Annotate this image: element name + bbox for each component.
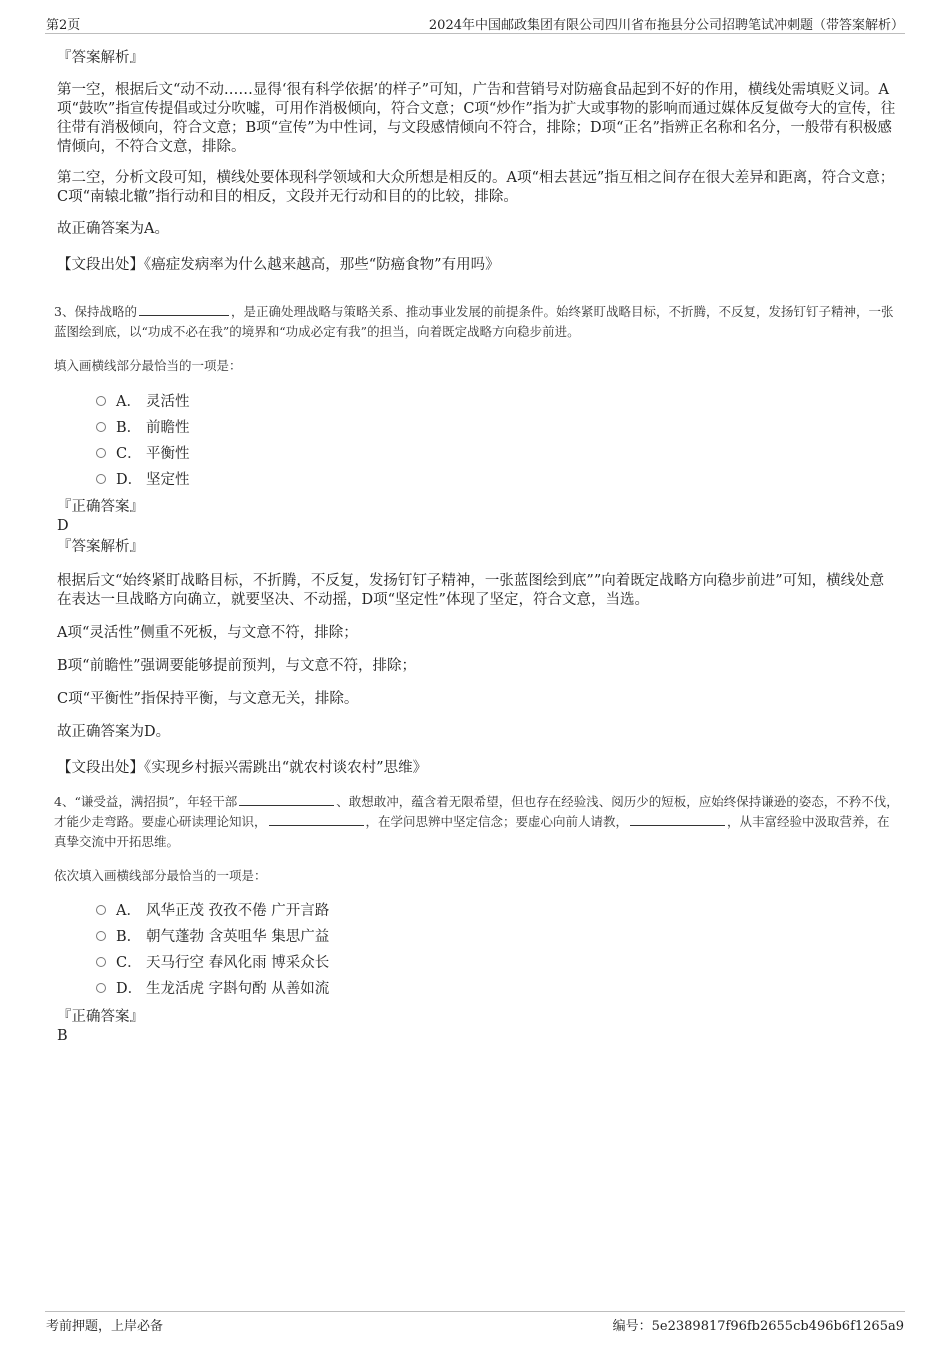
q4-blank-2 [269,813,364,826]
header-divider [45,33,905,34]
q2-analysis-para2: 第二空，分析文段可知，横线处要体现科学领域和大众所想是相反的。A项“相去甚远”指互相之间存在很大差异和距离，符合文意；C项“南辕北辙”指行动和目的相反，文段并无行动和目的的比较，排除。 [57,170,895,205]
option-text: 朝气蓬勃 含英咀华 集思广益 [146,929,330,945]
q3-option-c[interactable] [96,444,190,464]
q4-prompt: 依次填入画横线部分最恰当的一项是： [54,868,267,883]
q4-option-d[interactable] [96,979,329,999]
q4-blank-1 [239,793,334,806]
option-text: 天马行空 春风化雨 博采众长 [146,955,330,971]
option-letter: A． [116,903,141,919]
q3-blank [139,303,229,316]
radio-icon[interactable] [96,422,106,432]
q3-analysis-para3: B项“前瞻性”强调要能够提前预判，与文意不符，排除； [57,658,416,674]
option-letter: D． [116,981,143,997]
q3-source: 【文段出处】《实现乡村振兴需跳出“就农村谈农村”思维》 [57,760,428,776]
radio-icon[interactable] [96,905,106,915]
q3-analysis-para2: A项“灵活性”侧重不死板，与文意不符，排除； [57,625,358,641]
footer-document-id: 编号：5e2389817f96fb2655cb496b6f1265a9 [612,1319,904,1334]
radio-icon[interactable] [96,474,106,484]
option-letter: B． [116,420,142,436]
q4-option-b[interactable] [96,927,329,947]
option-text: 风华正茂 孜孜不倦 广开言路 [146,903,330,919]
q4-stem-part2: 、敢想敢冲，蕴含着无限希望，但也存在经验浅、阅历少的短板，应始终保持谦逊的姿态，不矜不伐，才能少走弯路。要虚心研读理论知识， [54,794,899,829]
q2-conclusion: 故正确答案为A。 [57,221,169,237]
q3-analysis-para4: C项“平衡性”指保持平衡，与文意无关，排除。 [57,691,359,707]
radio-icon[interactable] [96,931,106,941]
q4-stem-part1: 4、“谦受益，满招损”，年轻干部 [54,794,238,809]
q4-stem-part3: ，在学问思辨中坚定信念；要虚心向前人请教， [365,814,629,829]
q2-analysis-para1: 第一空，根据后文“动不动……显得‘很有科学依据’的样子”可知，广告和营销号对防癌食品起到不好的作用，横线处需填贬义词。A项“鼓吹”指宣传提倡或过分吹嘘，可用作消极倾向，符合文意；C项“炒作”指为扩大或事物的影响而通过媒体反复做夸大的宣传，往往带有消极倾向，符合文意；B项“宣传”为中性词，与文段感情倾向不符合，排除；D项“正名”指辨正名称和名分，一般带有积极感情倾向，不符合文意，排除。 [57,82,896,155]
q3-analysis-para1: 根据后文“始终紧盯战略目标，不折腾，不反复，发扬钉钉子精神，一张蓝图绘到底””向着既定战略方向稳步前进”可知，横线处意在表达一旦战略方向确立，就要坚决、不动摇，D项“坚定性”体现了坚定，符合文意，当选。 [57,573,885,608]
q4-answer: B [57,1028,68,1044]
radio-icon[interactable] [96,957,106,967]
option-letter: A． [116,394,141,410]
q3-option-a[interactable] [96,392,190,412]
q4-option-c[interactable] [96,953,329,973]
q3-stem-part2: ，是正确处理战略与策略关系、推动事业发展的前提条件。始终紧盯战略目标，不折腾，不反复，发扬钉钉子精神，一张蓝图绘到底，以“功成不必在我”的境界和“功成必定有我”的担当，向着既定战略方向稳步前进。 [54,304,894,339]
option-letter: C． [116,446,142,462]
q4-stem-part4: ，从丰富经验中汲取营养，在真挚交流中开拓思维。 [54,814,890,849]
q3-analysis-heading: 『答案解析』 [57,539,144,555]
footer-divider [45,1311,905,1312]
radio-icon[interactable] [96,396,106,406]
q3-stem-part1: 3、保持战略的 [54,304,137,319]
footer-slogan: 考前押题，上岸必备 [46,1319,164,1334]
radio-icon[interactable] [96,448,106,458]
q4-blank-3 [630,813,725,826]
q4-stem [54,792,899,852]
radio-icon[interactable] [96,983,106,993]
option-letter: D． [116,472,143,488]
q4-answer-heading: 『正确答案』 [57,1009,144,1025]
q3-answer-heading: 『正确答案』 [57,499,144,515]
page-number: 第2页 [46,18,81,33]
q4-option-a[interactable] [96,901,329,921]
q3-stem [54,302,899,342]
option-letter: B． [116,929,142,945]
q2-analysis-heading: 『答案解析』 [57,50,144,66]
option-text: 平衡性 [146,446,190,462]
document-title: 2024年中国邮政集团有限公司四川省布拖县分公司招聘笔试冲刺题（带答案解析） [428,18,904,33]
q2-source: 【文段出处】《癌症发病率为什么越来越高，那些“防癌食物”有用吗》 [57,257,500,273]
q3-option-d[interactable] [96,470,190,490]
option-text: 灵活性 [146,394,190,410]
option-letter: C． [116,955,142,971]
option-text: 生龙活虎 字斟句酌 从善如流 [146,981,330,997]
q3-conclusion: 故正确答案为D。 [57,724,171,740]
q3-prompt: 填入画横线部分最恰当的一项是： [54,358,242,373]
q3-option-b[interactable] [96,418,190,438]
option-text: 前瞻性 [146,420,190,436]
option-text: 坚定性 [146,472,190,488]
q3-answer: D [57,518,69,534]
